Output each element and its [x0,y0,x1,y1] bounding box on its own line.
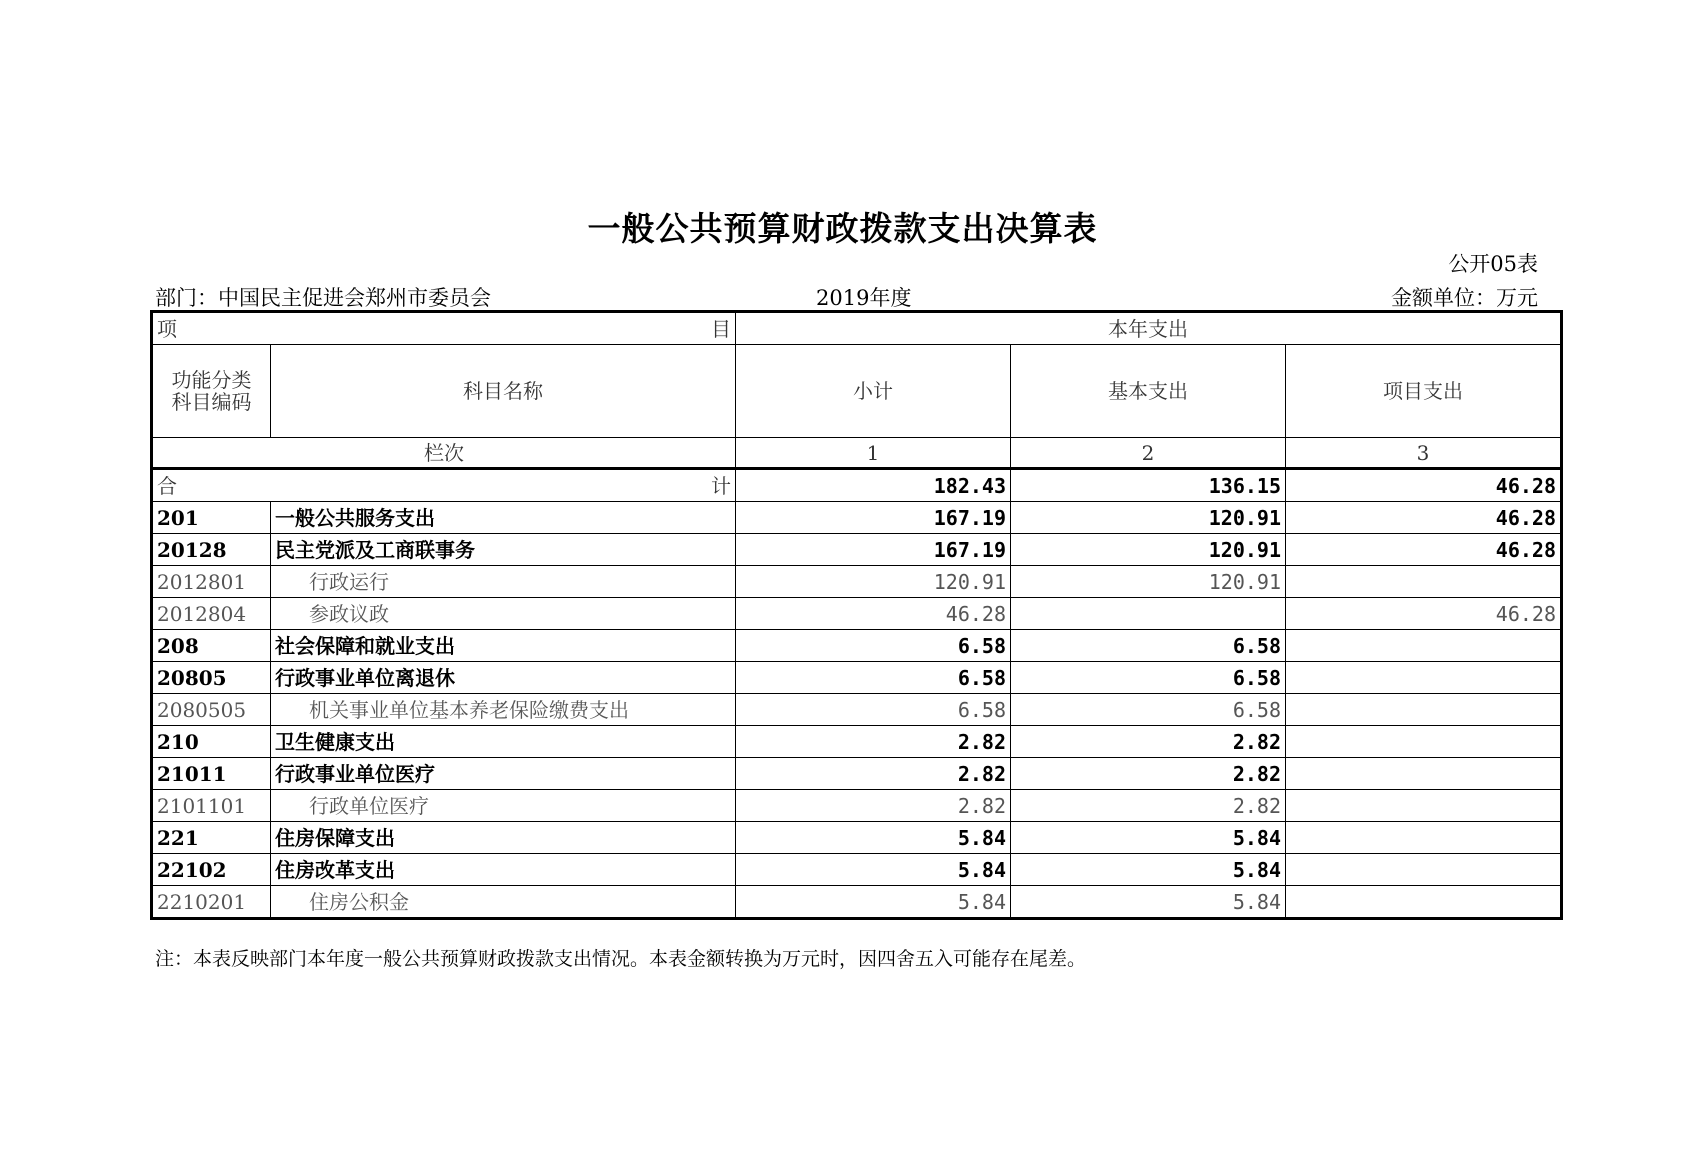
code-column-header-line2: 科目编码 [171,390,252,414]
row-basic: 6.58 [1011,694,1286,726]
table-row [152,502,1562,534]
row-subtotal: 6.58 [736,662,1011,694]
table-row [152,694,1562,726]
row-basic: 6.58 [1011,662,1286,694]
row-basic: 5.84 [1011,822,1286,854]
item-header-right: 目 [711,316,731,341]
table-row [152,726,1562,758]
expenditure-group-header: 本年支出 [736,312,1562,345]
table-row [152,790,1562,822]
row-code: 20805 [152,662,271,694]
row-name: 行政事业单位离退休 [271,662,736,694]
row-basic: 120.91 [1011,502,1286,534]
total-row [152,469,1562,502]
row-name: 行政事业单位医疗 [271,758,736,790]
row-basic: 5.84 [1011,886,1286,919]
lanci-label: 栏次 [152,438,736,469]
row-code: 208 [152,630,271,662]
row-project [1286,630,1562,662]
row-code: 2012804 [152,598,271,630]
amount-unit: 金额单位：万元 [1391,286,1538,310]
fiscal-year: 2019年度 [816,286,912,310]
header-row-item [152,312,1562,345]
row-basic: 2.82 [1011,790,1286,822]
table-row [152,854,1562,886]
table-row [152,534,1562,566]
lanci-row [152,438,1562,469]
row-name: 社会保障和就业支出 [271,630,736,662]
row-subtotal: 120.91 [736,566,1011,598]
table-row [152,566,1562,598]
row-project [1286,854,1562,886]
row-name: 住房保障支出 [271,822,736,854]
row-code: 21011 [152,758,271,790]
total-label-right: 计 [711,473,731,498]
row-subtotal: 2.82 [736,726,1011,758]
row-name: 行政单位医疗 [271,790,736,822]
row-name: 行政运行 [271,566,736,598]
row-subtotal: 46.28 [736,598,1011,630]
row-name: 参政议政 [271,598,736,630]
total-project: 46.28 [1286,469,1562,502]
row-subtotal: 2.82 [736,790,1011,822]
row-code: 2012801 [152,566,271,598]
row-name: 卫生健康支出 [271,726,736,758]
footnote: 注：本表反映部门本年度一般公共预算财政拨款支出情况。本表金额转换为万元时，因四舍五入可能存在尾差。 [155,948,1087,970]
row-basic: 2.82 [1011,726,1286,758]
table-row [152,886,1562,919]
form-number: 公开05表 [1448,252,1538,276]
subtotal-column-header: 小计 [736,345,1011,438]
report-title: 一般公共预算财政拨款支出决算表 [587,209,1098,248]
lanci-1: 1 [736,438,1011,469]
row-project [1286,886,1562,919]
row-project [1286,790,1562,822]
lanci-3: 3 [1286,438,1562,469]
row-subtotal: 6.58 [736,694,1011,726]
row-name: 民主党派及工商联事务 [271,534,736,566]
department-label: 部门：中国民主促进会郑州市委员会 [155,286,491,310]
row-basic [1011,598,1286,630]
row-subtotal: 167.19 [736,534,1011,566]
row-project [1286,758,1562,790]
item-header-left: 项 [157,316,177,341]
row-code: 2101101 [152,790,271,822]
basic-column-header: 基本支出 [1011,345,1286,438]
table-row [152,758,1562,790]
row-project [1286,694,1562,726]
row-basic: 6.58 [1011,630,1286,662]
table-row [152,662,1562,694]
total-subtotal: 182.43 [736,469,1011,502]
row-name: 一般公共服务支出 [271,502,736,534]
row-subtotal: 5.84 [736,854,1011,886]
row-basic: 2.82 [1011,758,1286,790]
row-basic: 120.91 [1011,566,1286,598]
row-project [1286,662,1562,694]
header-row-columns [152,345,1562,438]
row-project: 46.28 [1286,502,1562,534]
row-basic: 5.84 [1011,854,1286,886]
row-subtotal: 5.84 [736,886,1011,919]
row-name: 住房改革支出 [271,854,736,886]
row-code: 2210201 [152,886,271,919]
expenditure-table [150,310,1563,920]
lanci-2: 2 [1011,438,1286,469]
total-label-cell [152,469,736,502]
row-code: 22102 [152,854,271,886]
row-basic: 120.91 [1011,534,1286,566]
row-subtotal: 5.84 [736,822,1011,854]
row-code: 210 [152,726,271,758]
row-project [1286,726,1562,758]
row-code: 201 [152,502,271,534]
row-name: 机关事业单位基本养老保险缴费支出 [271,694,736,726]
code-column-header-line1: 功能分类 [171,368,252,392]
row-subtotal: 6.58 [736,630,1011,662]
project-column-header: 项目支出 [1286,345,1562,438]
table-row [152,598,1562,630]
code-column-header [152,345,271,438]
table-row [152,630,1562,662]
total-basic: 136.15 [1011,469,1286,502]
row-subtotal: 167.19 [736,502,1011,534]
item-header-cell [152,312,736,345]
row-code: 221 [152,822,271,854]
row-name: 住房公积金 [271,886,736,919]
row-code: 2080505 [152,694,271,726]
table-row [152,822,1562,854]
row-code: 20128 [152,534,271,566]
row-project: 46.28 [1286,534,1562,566]
row-subtotal: 2.82 [736,758,1011,790]
row-project [1286,566,1562,598]
row-project [1286,822,1562,854]
name-column-header: 科目名称 [271,345,736,438]
row-project: 46.28 [1286,598,1562,630]
total-label-left: 合 [157,473,177,498]
